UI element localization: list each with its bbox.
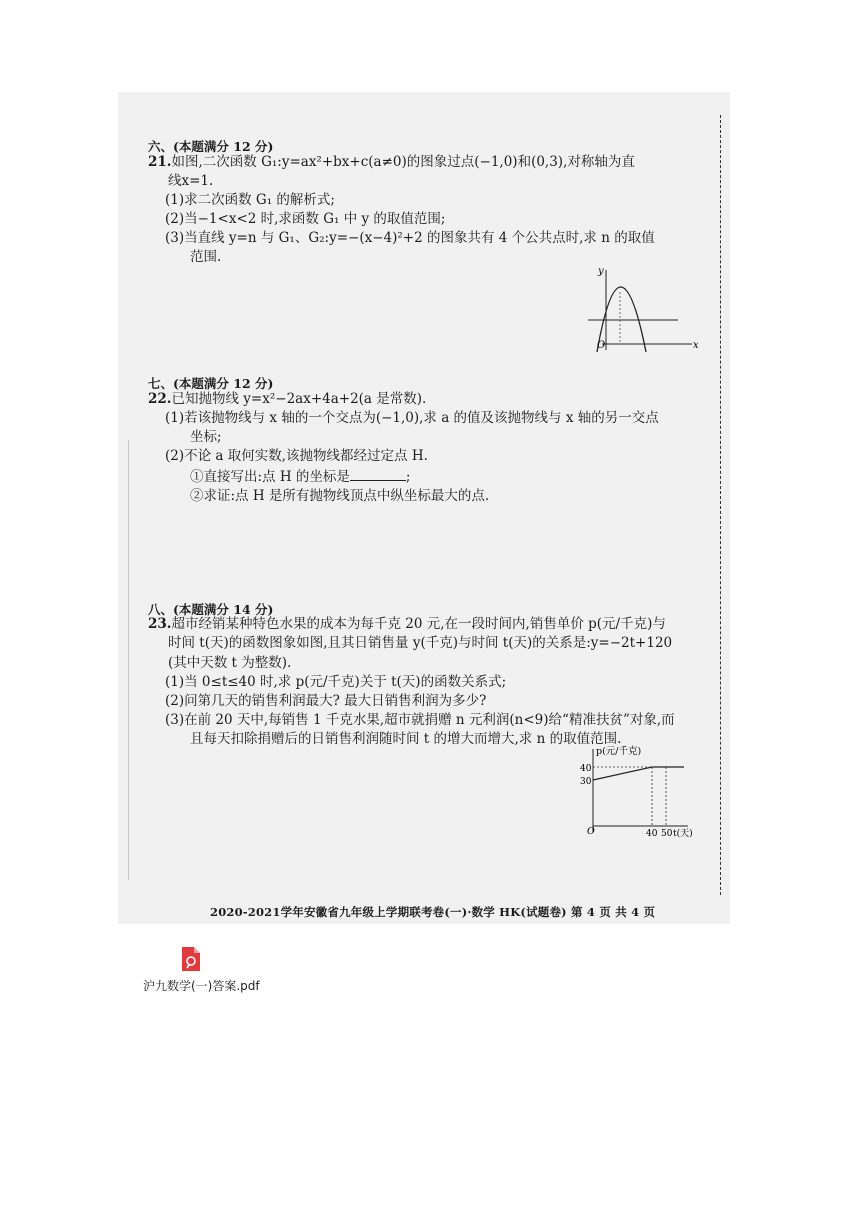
q21-x-label: x [693, 340, 699, 351]
q23-line1 [148, 615, 666, 634]
q22-part1b: 坐标; [190, 429, 222, 445]
q23-part3b: 且每天扣除捐赠后的日销售利润随时间 t 的增大而增大,求 n 的取值范围. [190, 731, 622, 747]
answer-blank [350, 467, 406, 481]
q21-line2: 线x=1. [168, 173, 214, 189]
q21-part3a: (3)当直线 y=n 与 G₁、G₂:y=−(x−4)²+2 的图象共有 4 个公共点时,求 n 的取值 [165, 230, 655, 246]
q22-part2i [190, 467, 410, 487]
q23-part2: (2)问第几天的销售利润最大? 最大日销售利润为多少? [165, 693, 487, 709]
q22-part2ii: ②求证:点 H 是所有抛物线顶点中纵坐标最大的点. [190, 488, 490, 504]
q22-line1 [148, 390, 426, 409]
q22-part2i-end: ; [405, 469, 411, 485]
q21-y-label: y [598, 266, 604, 277]
q23-line3: (其中天数 t 为整数). [168, 655, 292, 671]
q22-part2i-text: ①直接写出:点 H 的坐标是 [190, 469, 350, 485]
q23-x-tick-40: 40 [646, 829, 658, 839]
q23-part1: (1)当 0≤t≤40 时,求 p(元/千克)关于 t(天)的函数关系式; [165, 674, 507, 690]
q23-tick-40: 40 [580, 764, 592, 774]
binding-line [128, 440, 129, 880]
q21-line1 [148, 153, 635, 172]
cut-line [720, 115, 721, 895]
q21-part3b: 范围. [190, 249, 222, 265]
q21-number: 21. [148, 154, 172, 170]
section-8-heading: 八、(本题满分 14 分) [148, 602, 274, 617]
page-footer: 2020-2021学年安徽省九年级上学期联考卷(一)·数学 HK(试题卷) 第 4 页 共 4 页 [210, 905, 656, 919]
q23-graph [574, 744, 704, 842]
q23-origin-label: O [587, 826, 595, 837]
attachment-filename[interactable]: 沪九数学(一)答案.pdf [143, 979, 260, 993]
q23-x-label: t(天) [673, 829, 693, 839]
q21-text1: 如图,二次函数 G₁:y=ax²+bx+c(a≠0)的图象过点(−1,0)和(0,3),对称轴为直 [171, 154, 635, 170]
q22-part2: (2)不论 a 取何实数,该抛物线都经过定点 H. [165, 448, 428, 464]
q23-number: 23. [148, 616, 172, 632]
q22-number: 22. [148, 391, 172, 407]
q23-tick-30: 30 [580, 777, 592, 787]
q21-origin-label: O [597, 340, 606, 351]
q23-x-tick-50: 50 [661, 829, 673, 839]
q21-part1: (1)求二次函数 G₁ 的解析式; [165, 192, 335, 208]
section-7-heading: 七、(本题满分 12 分) [148, 376, 274, 391]
q23-segment-rising [593, 767, 652, 780]
q21-graph [580, 262, 705, 354]
q22-text1: 已知抛物线 y=x²−2ax+4a+2(a 是常数). [171, 391, 427, 407]
q23-part3a: (3)在前 20 天中,每销售 1 千克水果,超市就捐赠 n 元利润(n<9)给“精准扶贫”对象,而 [165, 712, 675, 728]
pdf-file-icon[interactable] [181, 946, 201, 972]
section-6-heading: 六、(本题满分 12 分) [148, 139, 274, 154]
q21-part2: (2)当−1<x<2 时,求函数 G₁ 中 y 的取值范围; [165, 211, 446, 227]
q23-text1: 超市经销某种特色水果的成本为每千克 20 元,在一段时间内,销售单价 p(元/千克)与 [171, 616, 666, 632]
q23-line2: 时间 t(天)的函数图象如图,且其日销售量 y(千克)与时间 t(天)的关系是:y=−2t+120 [168, 635, 673, 651]
q22-part1a: (1)若该抛物线与 x 轴的一个交点为(−1,0),求 a 的值及该抛物线与 x 轴的另一交点 [165, 410, 659, 426]
q23-y-label: p(元/千克) [596, 746, 642, 757]
